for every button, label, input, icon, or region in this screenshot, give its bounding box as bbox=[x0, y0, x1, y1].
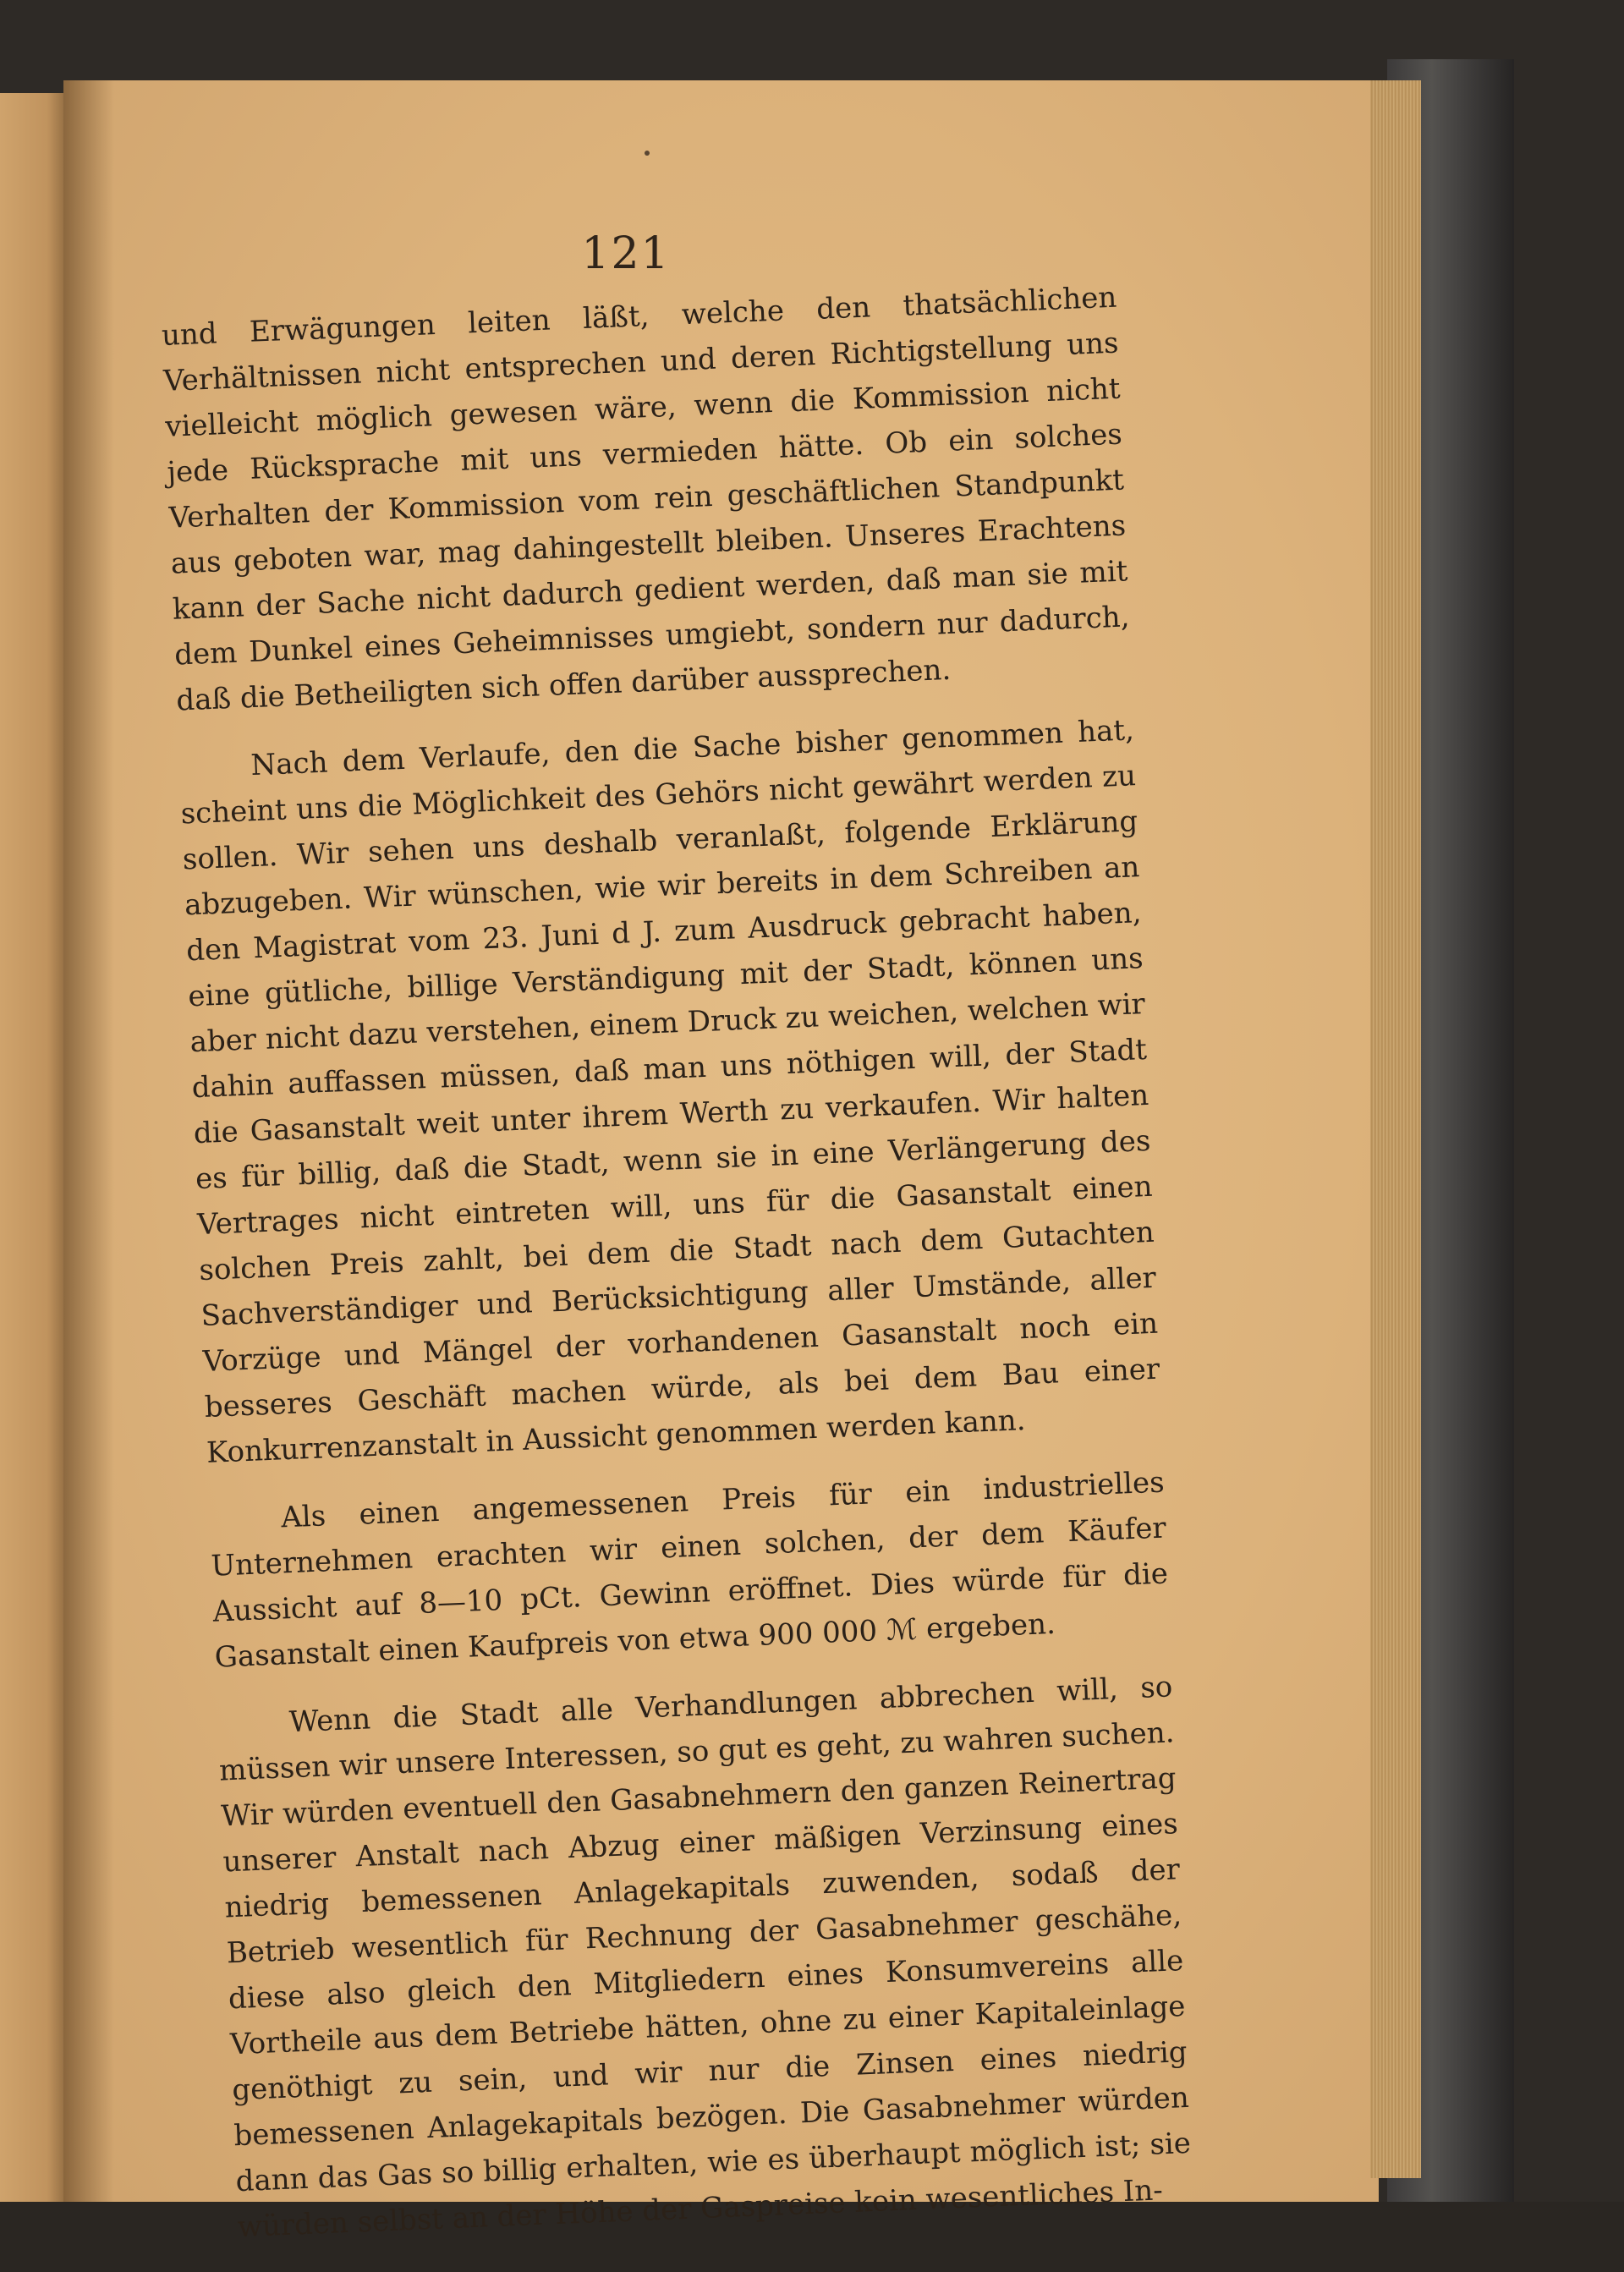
page-number: 121 bbox=[581, 228, 671, 279]
paragraph: und Erwägungen leiten läßt, welche den thatsächlichen Verhältnissen nicht entsprechen und deren Richtigstellung uns vielleicht möglich gewesen wäre, wenn die Kommission nicht jede Rücksprache mit uns vermieden hätte. Ob ein solches Verhalten der Kommission vom rein geschäftlichen Standpunkt aus geboten war, mag dahingestellt bleiben. Unseres Erachtens kann der Sache nicht dadurch gedient werden, daß man sie mit dem Dunkel eines Geheimnisses umgiebt, sondern nur dadurch, daß die Betheiligten sich offen darüber aussprechen. bbox=[161, 280, 1131, 718]
page-gutter-shadow bbox=[63, 80, 114, 2202]
body-text bbox=[161, 275, 1194, 2272]
left-page-edge bbox=[0, 93, 68, 2202]
paragraph: Als einen angemessenen Preis für ein industrielles Unternehmen erachten wir einen solchen, der dem Käufer Aussicht auf 8—10 pCt. Gewinn eröffnet. Dies würde für die Gasanstalt einen Kaufpreis von etwa 900 000 ℳ ergeben. bbox=[210, 1465, 1169, 1675]
paragraph: Nach dem Verlaufe, den die Sache bisher genommen hat, scheint uns die Möglichkeit des Gehörs nicht gewährt werden zu sollen. Wir sehen uns deshalb veranlaßt, folgende Erklärung abzugeben. Wir wünschen, wie wir bereits in dem Schreiben an den Magistrat vom 23. Juni d J. zum Ausdruck gebracht haben, eine gütliche, billige Verständigung mit der Stadt, können uns aber nicht dazu verstehen, einem Druck zu weichen, welchen wir dahin auffassen müssen, daß man uns nöthigen will, der Stadt die Gasanstalt weit unter ihrem Werth zu verkaufen. Wir halten es für billig, daß die Stadt, wenn sie in eine Verlängerung des Vertrages nicht eintreten will, uns für die Gasanstalt einen solchen Preis zahlt, bei dem die Stadt nach dem Gutachten Sachverständiger und Berücksichtigung aller Umstände, aller Vorzüge und Mängel der vorhandenen Gasanstalt noch ein besseres Geschäft machen würde, als bei dem Bau einer Konkurrenzanstalt in Aussicht genommen werden kann. bbox=[179, 713, 1160, 1470]
page-stack-edge bbox=[1370, 80, 1421, 2178]
ink-speck bbox=[645, 151, 650, 156]
paragraph: Wenn die Stadt alle Verhandlungen abbrechen will, so müssen wir unsere Interessen, so gut es geht, zu wahren suchen. Wir würden eventuell den Gasabnehmern den ganzen Reinertrag unserer Anstalt nach Abzug einer mäßigen Verzinsung eines niedrig bemessenen Anlagekapitals zuwenden, sodaß der Betrieb wesentlich für Rechnung der Gasabnehmer geschähe, diese also gleich den Mitgliedern eines Konsumvereins alle Vortheile aus dem Betriebe hätten, ohne zu einer Kapitaleinlage genöthigt zu sein, und wir nur die Zinsen eines niedrig bemessenen Anlagekapitals bezögen. Die Gasabnehmer würden dann das Gas so billig erhalten, wie es überhaupt möglich ist; sie würden selbst an der Höhe der Gaspreise kein wesentliches In- bbox=[218, 1670, 1192, 2245]
